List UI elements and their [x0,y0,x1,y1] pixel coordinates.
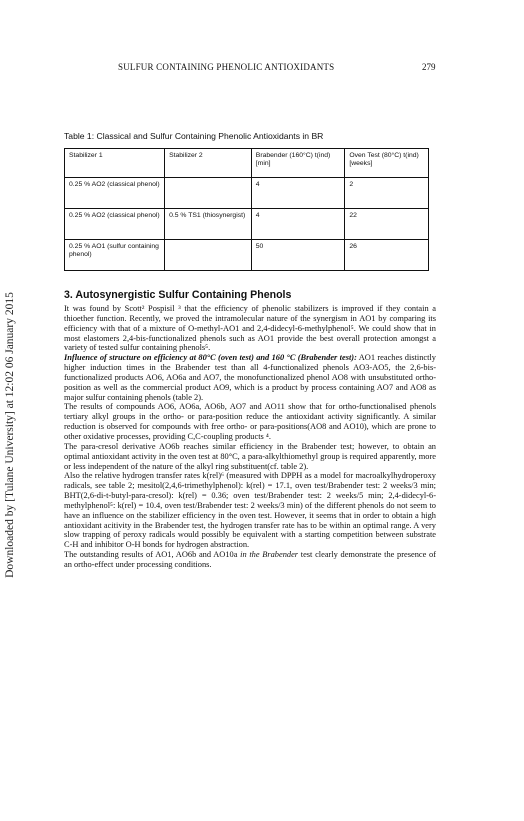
table-cell [165,240,252,271]
download-note: Downloaded by [Tulane University] at 12:02 06 January 2015 [4,292,16,578]
paragraph-5: Also the relative hydrogen transfer rates k(rel)⁶ (measured with DPPH as a model for macroalkylhydroperoxy radicals, see table 2; mesitol(2,4,6-trimethylphenol): k(rel) = 17.1, oven test/Brabender test: 2 weeks/3 min; BHT(2,6-di-t-butyl-para-cresol): k(rel) = 0.36; oven test/Brabender test: 2 weeks/5 min; 2,4-didecyl-6-methylphenol⁵: k(rel) = 10.4, oven test/Brabender test: 2 weeks/3 min) of the different phenols do not seem to have an influence on the stabilizer efficiency in the oven test. However, it seems that in order to obtain a high antioxidant acitivity in the Brabender test, the hydrogen transfer rate has to be within an optimal range. A very slow trapping of peroxy radicals would possibly be equivalent with a starting competition between substrate C-H and inhibitor O-H bonds for hydrogen abstraction. [64,471,436,550]
table-cell: 22 [345,209,429,240]
table-cell [165,178,252,209]
paragraph-6 [64,550,436,570]
paragraph-1: It was found by Scott² Pospisil ³ that the efficiency of phenolic stabilizers is improved if they contain a thioether function. Recently, we proved the intramolecular nature of the synergism in AO1 by comparing its efficiency with that of a mixture of O-methyl-AO1 and 2,4-didecyl-6-methylphenol⁵. We could show that in most elastomers 2,4-bis-functionalized phenols such as AO1 provide the best overall protection amongst a variety of tested sulfur containing phenols⁵. [64,304,436,353]
paragraph-6-c: test clearly demonstrate the presence of an ortho-effect under processing conditions. [64,550,437,569]
page-number: 279 [422,62,436,72]
section-body [64,304,436,570]
paragraph-2 [64,353,436,402]
table-caption: Table 1: Classical and Sulfur Containing Phenolic Antioxidants in BR [64,131,324,141]
table-cell: 4 [251,178,345,209]
header-cell: Brabender (160°C) t(ind)[min] [251,149,345,178]
download-watermark [3,240,17,630]
table-row [65,240,429,271]
paragraph-4: The para-cresol derivative AO6b reaches similar efficiency in the Brabender test; however, to obtain an optimal antioxidant activity in the oven test at 80°C, a para-alkylthiomethyl group is required apparently, more or less independent of the nature of the alkyl ring substituent(cf. table 2). [64,441,436,471]
table-cell: 26 [345,240,429,271]
antioxidant-table [64,148,429,271]
table-cell: 0.25 % AO1 (sulfur containing phenol) [65,240,165,271]
running-title: SULFUR CONTAINING PHENOLIC ANTIOXIDANTS [118,62,335,72]
table-row [65,209,429,240]
table-cell: 50 [251,240,345,271]
table-cell: 0.25 % AO2 (classical phenol) [65,209,165,240]
section-heading: 3. Autosynergistic Sulfur Containing Phenols [64,289,292,301]
table-row [65,178,429,209]
table-cell: 0.5 % TS1 (thiosynergist) [165,209,252,240]
table-cell: 0.25 % AO2 (classical phenol) [65,178,165,209]
paragraph-6-a: The outstanding results of AO1, AO6b and AO10a [64,550,241,560]
header-cell: Stabilizer 1 [65,149,165,178]
table-cell: 4 [251,209,345,240]
paragraph-2-lead: Influence of structure on efficiency at 80°C (oven test) and 160 °C (Brabender test): [64,353,357,363]
paragraph-6-b: in the Brabender [240,550,299,560]
table-header-row [65,149,429,178]
paragraph-2-text: AO1 reaches distinctly higher induction times in the Brabender test than all 4-functionalized phenols AO3-AO5, the 2,6-bis-functionalized products AO6, AO6a and AO7, the monofunctionalized phenol AO8 with unsubstituted ortho-position as well as the commercial product AO9, which is a product by process containing AO7 and AO8 as major sulfur containing phenols (table 2). [64,353,436,402]
table-cell: 2 [345,178,429,209]
paragraph-3: The results of compounds AO6, AO6a, AO6b, AO7 and AO11 show that for ortho-functionalised phenols tertiary alkyl groups in the ortho- or para-position reduce the antioxidant activity significantly. A similar reduction is observed for compounds with free ortho- or para-positions(AO8 and AO10), which are prone to other oxidative processes, providing C,C-coupling products ⁴. [64,402,436,441]
header-cell: Stabilizer 2 [165,149,252,178]
header-cell: Oven Test (80°C) t(ind)[weeks] [345,149,429,178]
